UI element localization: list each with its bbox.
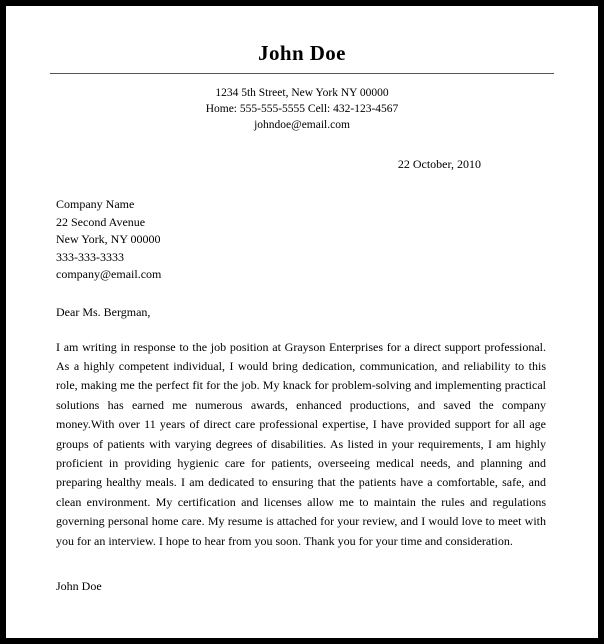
salutation: Dear Ms. Bergman, [56, 304, 151, 319]
letter-header [6, 6, 598, 133]
date-row [6, 155, 598, 173]
contact-block [6, 85, 598, 133]
letter-body-column [6, 196, 598, 595]
contact-address: 1234 5th Street, New York NY 00000 [215, 87, 389, 99]
header-divider [50, 73, 554, 74]
contact-email: johndoe@email.com [254, 119, 350, 131]
contact-phones: Home: 555-555-5555 Cell: 432-123-4567 [205, 103, 399, 115]
recipient-phone: 333-333-3333 [56, 249, 124, 264]
letter-page [6, 6, 598, 638]
recipient-city: New York, NY 00000 [56, 232, 161, 246]
recipient-street: 22 Second Avenue [56, 214, 146, 229]
body-paragraph: I am writing in response to the job position at Grayson Enterprises for a direct support professional. As a highly competent individual, I would bring dedication, communication, and reliability to this role, making me the perfect fit for the job. My knack for problem-solving and implementing practical solutions has earned me numerous awards, enhanced productions, and saved the company money.With over 11 years of direct care professional expertise, I have provided support for all age groups of patients with varying degrees of disabilities. As listed in your requirements, I am highly proficient in providing hygienic care for patients, overseeing medical needs, and planning and preparing healthy meals. I am dedicated to ensuring that the patients have a comfortable, safe, and clean environment. My certification and licenses allow me to maintain the rules and regulations governing personal home care. My resume is attached for your review, and I would love to meet with you for an interview. I hope to hear from you soon. Thank you for your time and consideration. [56, 339, 546, 548]
recipient-company: Company Name [56, 197, 135, 211]
recipient-block [56, 196, 546, 284]
page-title: John Doe [258, 41, 346, 65]
letter-date: 22 October, 2010 [397, 157, 481, 171]
signature-name: John Doe [56, 578, 102, 593]
recipient-email: company@email.com [56, 267, 162, 281]
